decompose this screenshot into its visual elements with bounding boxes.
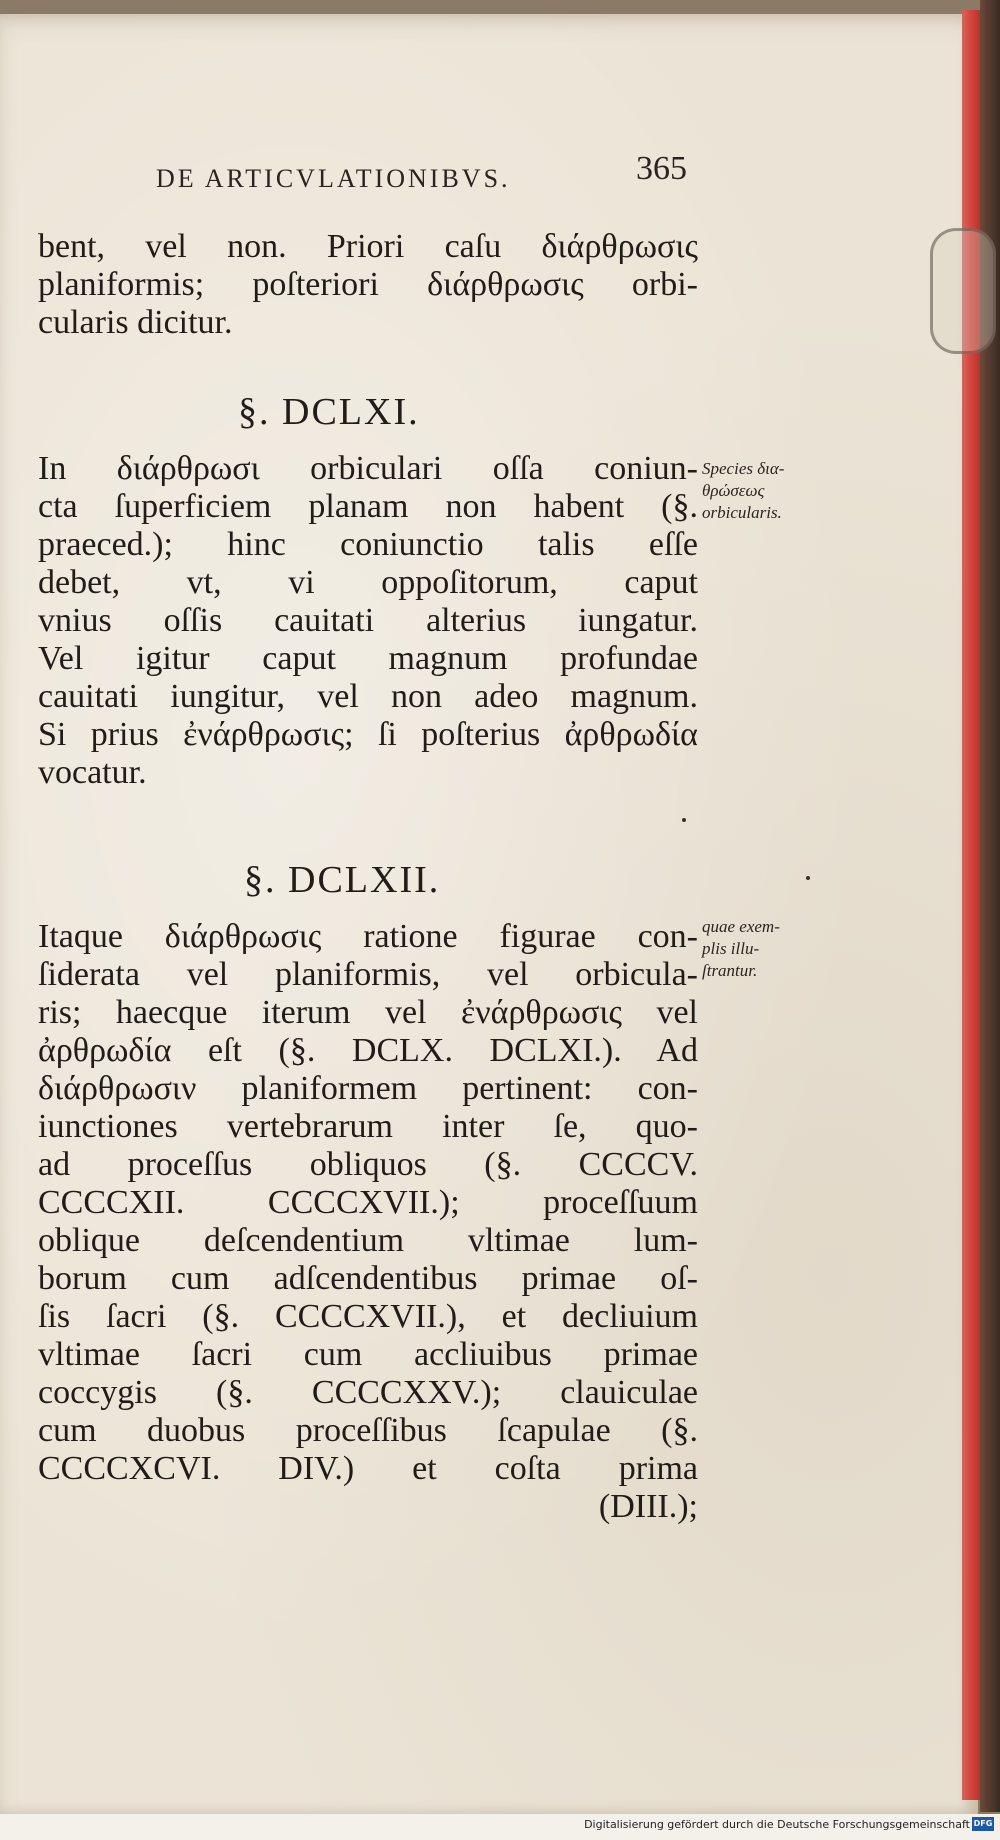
margin-note-line: orbicularis.	[702, 503, 782, 522]
section-paragraph	[38, 918, 698, 1526]
running-head: DE ARTICVLATIONIBVS.	[156, 164, 511, 193]
text-line: borum cum adſcendentibus primae oſ-	[38, 1260, 698, 1297]
text-line: Vel igitur caput magnum profundae	[38, 640, 698, 677]
text-line: ſiderata vel planiformis, vel orbicula-	[38, 956, 698, 993]
text-line: CCCCXII. CCCCXVII.); proceſſuum	[38, 1184, 698, 1221]
text-line: oblique deſcendentium vltimae lum-	[38, 1222, 698, 1259]
dfg-logo: DFG	[972, 1817, 994, 1831]
margin-note	[702, 916, 832, 982]
text-line: praeced.); hinc coniunctio talis eſſe	[38, 526, 698, 563]
text-line: vltimae ſacri cum accliuibus primae	[38, 1336, 698, 1373]
text-line: iunctiones vertebrarum inter ſe, quo-	[38, 1108, 698, 1145]
text-line: vnius oſſis cauitati alterius iungatur.	[38, 602, 698, 639]
text-line: vocatur.	[38, 754, 147, 791]
text-line: διάρθρωσιν planiformem pertinent: con-	[38, 1070, 698, 1107]
text-line: ſis ſacri (§. CCCCXVII.), et decliuium	[38, 1298, 698, 1335]
margin-note-line: ſtrantur.	[702, 961, 758, 980]
text-line: planiformis; poſteriori διάρθρωσις orbi-	[38, 266, 698, 303]
margin-note-line: θρώσεως	[702, 481, 765, 500]
text-line: cum duobus proceſſibus ſcapulae (§.	[38, 1412, 698, 1449]
ink-speck	[682, 818, 686, 822]
text-line: cta ſuperficiem planam non habent (§.	[38, 488, 698, 525]
text-line: CCCCXCVI. DIV.) et coſta prima	[38, 1450, 698, 1487]
text-line: ad proceſſus obliquos (§. CCCCV.	[38, 1146, 698, 1183]
text-line: coccygis (§. CCCCXXV.); clauiculae	[38, 1374, 698, 1411]
credit-text: Digitalisierung gefördert durch die Deutsche Forschungsgemeinschaft	[584, 1818, 970, 1831]
text-line: Itaque διάρθρωσις ratione figurae con-	[38, 918, 698, 955]
margin-note-line: quae exem-	[702, 917, 780, 936]
page-number: 365	[636, 150, 687, 187]
section-heading: §. DCLXII.	[244, 859, 441, 901]
text-line: ris; haecque iterum vel ἐνάρθρωσις vel	[38, 994, 698, 1031]
text-line: cularis dicitur.	[38, 304, 233, 341]
margin-note-line: plis illu-	[702, 939, 760, 958]
ink-speck	[806, 876, 810, 880]
section-heading: §. DCLXI.	[238, 391, 420, 433]
margin-note-line: Species δια-	[702, 459, 785, 478]
text-line: Si prius ἐνάρθρωσις; ſi poſterius ἀρθρωδία	[38, 716, 698, 753]
margin-note	[702, 458, 832, 524]
text-line: cauitati iungitur, vel non adeo magnum.	[38, 678, 698, 715]
page-clip	[930, 228, 996, 354]
text-line: ἀρθρωδία eſt (§. DCLX. DCLXI.). Ad	[38, 1032, 698, 1069]
intro-paragraph	[38, 228, 698, 342]
text-line: In διάρθρωσι orbiculari oſſa coniun-	[38, 450, 698, 487]
text-line: debet, vt, vi oppoſitorum, caput	[38, 564, 698, 601]
text-line: bent, vel non. Priori caſu διάρθρωσις	[38, 228, 698, 265]
section-paragraph	[38, 450, 698, 792]
text-line: (DIII.);	[598, 1488, 698, 1525]
